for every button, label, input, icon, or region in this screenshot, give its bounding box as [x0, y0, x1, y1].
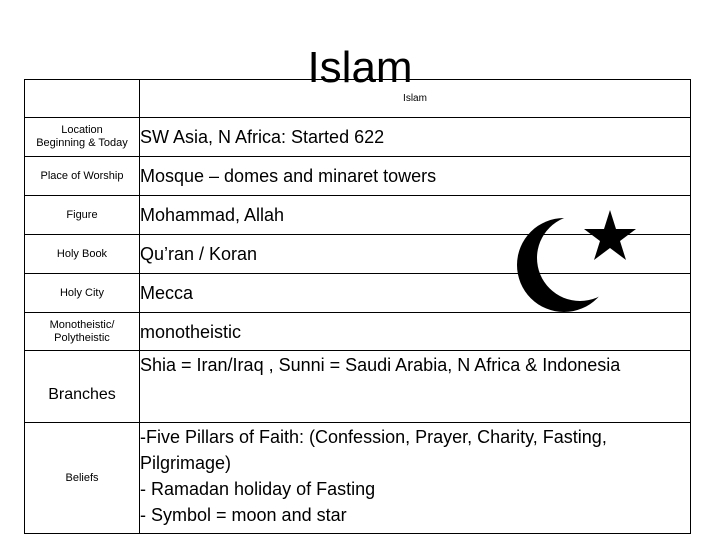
row-label-branches: Branches [25, 351, 140, 423]
belief-line: -Five Pillars of Faith: (Confession, Prayer, Charity, Fasting, Pilgrimage) [140, 427, 607, 473]
row-value-location: SW Asia, N Africa: Started 622 [140, 118, 691, 157]
row-label-holy-book: Holy Book [25, 235, 140, 274]
table-header: Islam [140, 80, 691, 118]
monotheistic-label-line2: Polytheistic [54, 331, 110, 344]
table-row [25, 274, 691, 313]
location-label-line1: Location [61, 124, 103, 136]
header-empty-cell [25, 80, 140, 118]
religion-table [24, 79, 691, 534]
table-row [25, 423, 691, 534]
belief-line: - Symbol = moon and star [140, 505, 347, 525]
table-row [25, 196, 691, 235]
row-value-place-of-worship: Mosque – domes and minaret towers [140, 157, 691, 196]
monotheistic-label-line1: Monotheistic/ [49, 318, 115, 331]
row-label-location [25, 118, 140, 157]
row-label-figure: Figure [25, 196, 140, 235]
location-label-line2: Beginning & Today [36, 137, 128, 149]
row-label-monotheistic [25, 313, 140, 351]
row-label-holy-city: Holy City [25, 274, 140, 313]
table-row [25, 351, 691, 423]
row-label-place-of-worship: Place of Worship [25, 157, 140, 196]
row-value-beliefs [140, 423, 691, 534]
row-label-beliefs: Beliefs [25, 423, 140, 534]
row-value-figure: Mohammad, Allah [140, 196, 691, 235]
row-value-monotheistic: monotheistic [140, 313, 691, 351]
slide-title: Islam [307, 43, 413, 92]
row-value-holy-city: Mecca [140, 274, 691, 313]
belief-line: - Ramadan holiday of Fasting [140, 479, 376, 499]
table-row [25, 157, 691, 196]
row-value-holy-book: Qu’ran / Koran [140, 235, 691, 274]
table-header-row [25, 80, 691, 118]
row-value-branches: Shia = Iran/Iraq , Sunni = Saudi Arabia, N Africa & Indonesia [140, 351, 691, 423]
table-row [25, 235, 691, 274]
table-row [25, 313, 691, 351]
table-row [25, 118, 691, 157]
